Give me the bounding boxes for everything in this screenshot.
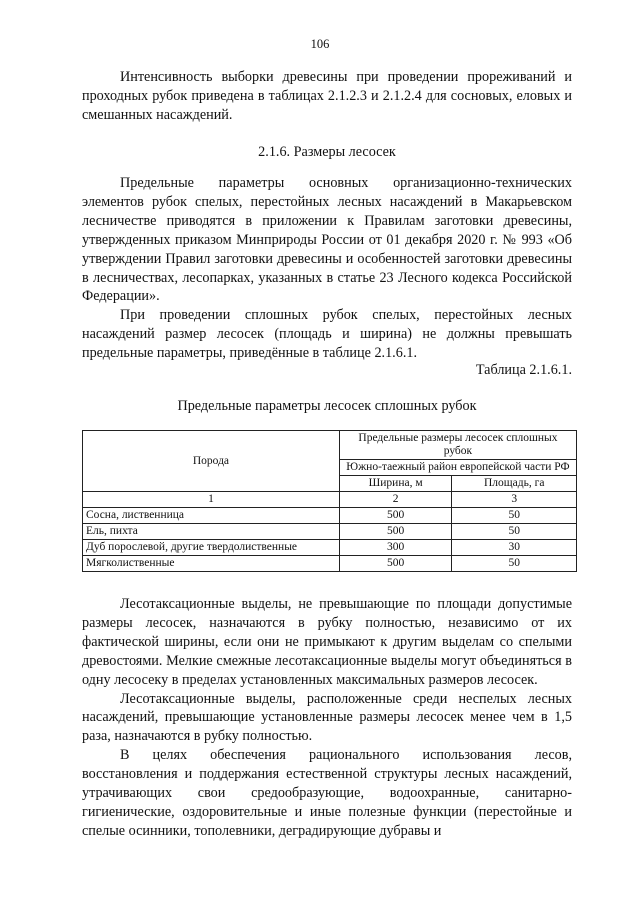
cell-breed: Дуб порослевой, другие твердолиственные — [83, 540, 340, 556]
table-row — [83, 556, 577, 572]
col-number: 2 — [339, 492, 452, 508]
section-paragraph: Предельные параметры основных организационно-технических элементов рубок спелых, перестойных лесных насаждений в Макарьевском лесничестве приводятся в приложении к Правилам заготовки древесины, утвержденных приказом Минприроды России от 01 декабря 2020 г. № 993 «Об утверждении Правил заготовки древесины и особенностей заготовки древесины в лесничествах, лесопарках, указанных в статье 23 Лесного кодекса Российской Федерации». — [82, 175, 572, 305]
cell-width: 500 — [339, 508, 452, 524]
limits-table — [82, 430, 577, 572]
header-region: Южно-таежный район европейской части РФ — [339, 460, 576, 476]
after-paragraph: Лесотаксационные выделы, не превышающие по площади допустимые размеры лесосек, назначаются в рубку полностью, независимо от их фактической ширины, если они не примыкают к другим выделам со спелыми древостоями. Мелкие смежные лесотаксационные выделы могут объединяться в одну лесосеку в пределах установленных максимальных размеров лесосек. — [82, 596, 572, 688]
cell-breed: Мягколиственные — [83, 556, 340, 572]
header-area: Площадь, га — [452, 476, 577, 492]
cell-area: 50 — [452, 524, 577, 540]
after-paragraph: В целях обеспечения рационального использования лесов, восстановления и поддержания естественной структуры лесных насаждений, утрачивающих свои средообразующие, водоохранные, санитарно-гигиенические, оздоровительные и иные полезные функции (перестойные и спелые осинники, тополевники, деградирующие дубравы и — [82, 747, 572, 839]
section-heading: 2.1.6. Размеры лесосек — [258, 144, 396, 160]
intro-paragraph: Интенсивность выборки древесины при проведении прореживаний и проходных рубок приведена в таблицах 2.1.2.3 и 2.1.2.4 для сосновых, еловых и смешанных насаждений. — [82, 69, 572, 123]
col-number: 3 — [452, 492, 577, 508]
table-label: Таблица 2.1.6.1. — [475, 362, 572, 378]
cell-area: 50 — [452, 556, 577, 572]
table-row — [83, 524, 577, 540]
table-title: Предельные параметры лесосек сплошных рубок — [177, 398, 477, 414]
col-number: 1 — [83, 492, 340, 508]
table-number-row — [83, 492, 577, 508]
cell-area: 50 — [452, 508, 577, 524]
cell-width: 500 — [339, 524, 452, 540]
header-group: Предельные размеры лесосек сплошных рубок — [339, 431, 576, 460]
after-paragraph: Лесотаксационные выделы, расположенные среди неспелых лесных насаждений, превышающие установленные размеры лесосек менее чем в 1,5 раза, назначаются в рубку полностью. — [82, 690, 572, 745]
section-paragraphs — [82, 174, 572, 363]
table-row — [83, 508, 577, 524]
cell-breed: Сосна, лиственница — [83, 508, 340, 524]
header-breed: Порода — [83, 431, 340, 492]
after-table-paragraphs — [82, 595, 572, 841]
cell-area: 30 — [452, 540, 577, 556]
section-paragraph: При проведении сплошных рубок спелых, перестойных лесных насаждений размер лесосек (площадь и ширина) не должны превышать предельные параметры, приведённые в таблице 2.1.6.1. — [82, 307, 572, 362]
cell-width: 300 — [339, 540, 452, 556]
intro-paragraph-block — [82, 68, 572, 125]
cell-breed: Ель, пихта — [83, 524, 340, 540]
header-width: Ширина, м — [339, 476, 452, 492]
page-number: 106 — [310, 37, 330, 51]
table-row — [83, 540, 577, 556]
table-header-row — [83, 431, 577, 460]
cell-width: 500 — [339, 556, 452, 572]
